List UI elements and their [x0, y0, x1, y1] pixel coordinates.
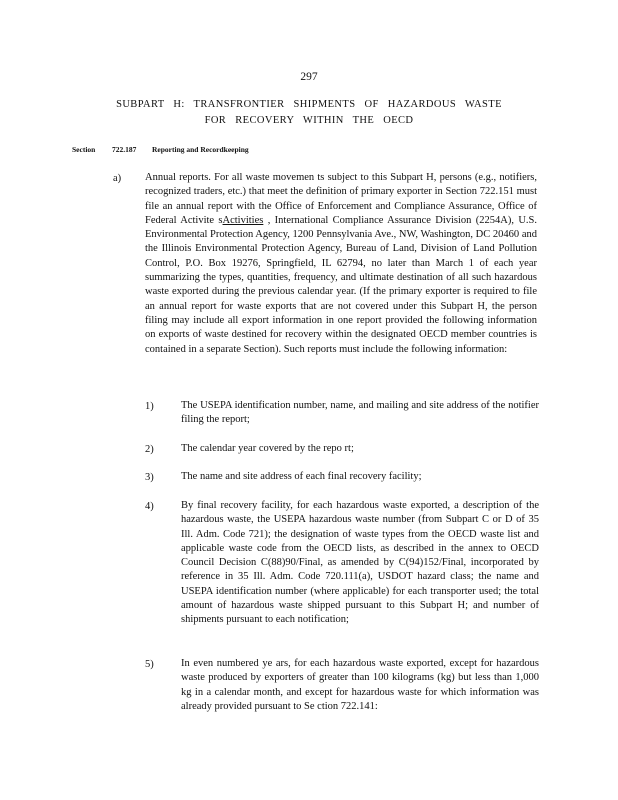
item-5-text: In even numbered ye ars, for each hazardous waste exported, except for hazardous waste produced by exporters of greater than 100 kilograms (kg) but less than 1,000 kg in a calendar month, and except for hazardous waste for which information was already provided pursuant to Se ction 722.141: [181, 658, 539, 712]
item-1-text: The USEPA identification number, name, and mailing and site address of the notifier filing the report; [181, 400, 539, 426]
section-number: 722.187 [112, 145, 137, 154]
item-3-number: 3) [145, 472, 154, 483]
paragraph-a-text [145, 171, 537, 357]
paragraph-a-text-before: Annual reports. For all waste movemen ts subject to this Subpart H, persons (e.g., notifiers, recognized traders, etc.) that meet the definition of primary exporter in Section 722.151 must file an annual report with the Office of Enforcement and Compliance Assurance, Office of Federal Activite s [145, 172, 537, 226]
subpart-heading-line-1: SUBPART H: TRANSFRONTIER SHIPMENTS OF HAZARDOUS WASTE [116, 99, 502, 110]
item-2-number: 2) [145, 444, 154, 455]
paragraph-a-underlined-insertion: Activities [222, 214, 264, 226]
item-4-number: 4) [145, 501, 154, 512]
item-1-number: 1) [145, 401, 154, 412]
section-label: Section [72, 145, 96, 154]
paragraph-a-marker: a) [113, 173, 122, 184]
item-4-text: By final recovery facility, for each hazardous waste exported, a description of the hazardous waste, the USEPA hazardous waste number (from Subpart C or D of 35 Ill. Adm. Code 721); the designation of waste types from the OECD waste list and applicable waste code from the OECD lists, as described in the annex to OECD Council Decision C(88)90/Final, as amended by C(94)152/Final, incorporated by reference in 35 Ill. Adm. Code 720.111(a), USDOT hazard class; the name and USEPA identification number (where applicable) for each transporter used; the total amount of hazardous waste shipped pursuant to this Subpart H; and number of shipments pursuant to each notification; [181, 500, 539, 626]
page-number: 297 [300, 71, 318, 83]
section-heading [72, 145, 249, 154]
section-title: Reporting and Recordkeeping [152, 145, 249, 154]
item-5-number: 5) [145, 659, 154, 670]
subpart-heading-line-2: FOR RECOVERY WITHIN THE OECD [204, 115, 414, 126]
paragraph-a-text-after: , International Compliance Assurance Division (2254A), U.S. Environmental Protection Agency, 1200 Pennsylvania Ave., NW, Washington, DC 20460 and the Illinois Environmental Protection Agency, Bureau of Land, Division of Land Pollution Control, P.O. Box 19276, Springfield, IL 62794, no later than March 1 of each year summarizing the types, quantities, frequency, and ultimate destination of all such hazardous waste exported during the previous calendar year. (If the primary exporter is required to file an annual report for waste exports that are not covered under this Subpart H, the person filing may include all export information in one report provided the following information on exports of waste destined for recovery within the designated OECD member countries is contained in a separate Section). Such reports must include the following information: [145, 214, 537, 355]
item-2-text: The calendar year covered by the repo rt; [181, 443, 354, 454]
item-3-text: The name and site address of each final recovery facility; [181, 471, 422, 482]
